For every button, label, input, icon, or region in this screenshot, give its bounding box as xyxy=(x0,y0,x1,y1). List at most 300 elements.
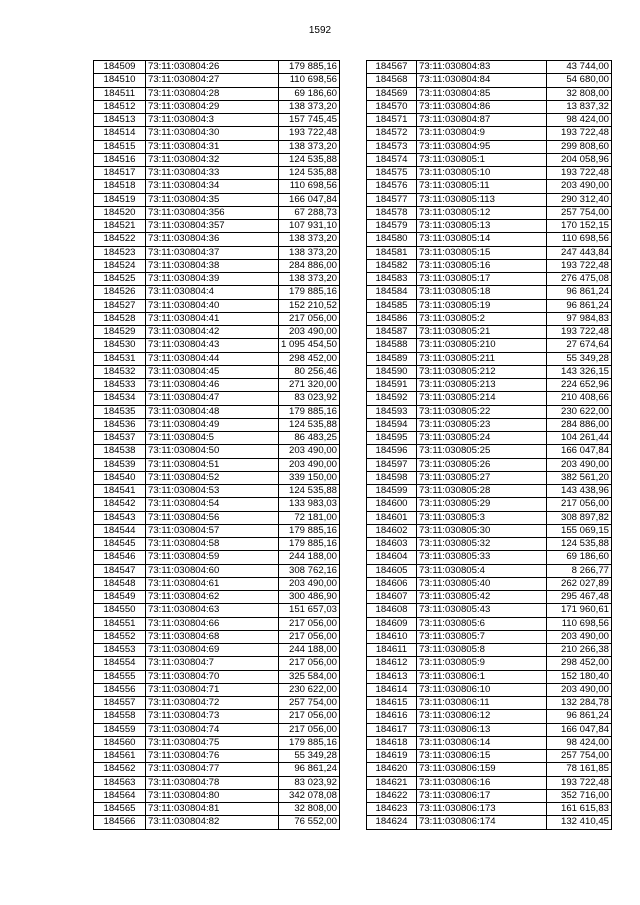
table-row xyxy=(367,352,612,365)
amount: 179 885,16 xyxy=(279,61,340,74)
amount: 193 722,48 xyxy=(279,127,340,140)
table-row xyxy=(94,670,340,683)
table-row xyxy=(94,339,340,352)
cadastral-number: 73:11:030804:42 xyxy=(146,326,279,339)
cadastral-number: 73:11:030804:49 xyxy=(146,418,279,431)
amount: 203 490,00 xyxy=(547,180,612,193)
cadastral-number: 73:11:030805:212 xyxy=(417,365,547,378)
row-number: 184597 xyxy=(367,458,417,471)
row-number: 184529 xyxy=(94,326,146,339)
amount: 157 745,45 xyxy=(279,114,340,127)
table-row xyxy=(367,617,612,630)
row-number: 184531 xyxy=(94,352,146,365)
table-row xyxy=(94,789,340,802)
cadastral-number: 73:11:030805:22 xyxy=(417,405,547,418)
row-number: 184535 xyxy=(94,405,146,418)
row-number: 184533 xyxy=(94,379,146,392)
cadastral-number: 73:11:030805:15 xyxy=(417,246,547,259)
amount: 83 023,92 xyxy=(279,776,340,789)
cadastral-number: 73:11:030804:3 xyxy=(146,114,279,127)
cadastral-number: 73:11:030804:45 xyxy=(146,365,279,378)
table-left xyxy=(93,60,340,830)
cadastral-number: 73:11:030805:23 xyxy=(417,418,547,431)
row-number: 184611 xyxy=(367,644,417,657)
table-row xyxy=(94,630,340,643)
row-number: 184524 xyxy=(94,259,146,272)
cadastral-number: 73:11:030805:1 xyxy=(417,153,547,166)
table-row xyxy=(367,750,612,763)
cadastral-number: 73:11:030805:21 xyxy=(417,326,547,339)
row-number: 184540 xyxy=(94,471,146,484)
table-row xyxy=(367,485,612,498)
row-number: 184556 xyxy=(94,683,146,696)
amount: 193 722,48 xyxy=(547,326,612,339)
cadastral-number: 73:11:030804:32 xyxy=(146,153,279,166)
cadastral-number: 73:11:030804:357 xyxy=(146,220,279,233)
table-row xyxy=(94,697,340,710)
cadastral-number: 73:11:030805:33 xyxy=(417,551,547,564)
amount: 138 373,20 xyxy=(279,233,340,246)
row-number: 184553 xyxy=(94,644,146,657)
row-number: 184555 xyxy=(94,670,146,683)
amount: 86 483,25 xyxy=(279,432,340,445)
table-row xyxy=(367,326,612,339)
cadastral-number: 73:11:030805:19 xyxy=(417,299,547,312)
cadastral-number: 73:11:030804:95 xyxy=(417,140,547,153)
amount: 96 861,24 xyxy=(547,286,612,299)
cadastral-number: 73:11:030804:37 xyxy=(146,246,279,259)
row-number: 184523 xyxy=(94,246,146,259)
cadastral-number: 73:11:030806:159 xyxy=(417,763,547,776)
row-number: 184589 xyxy=(367,352,417,365)
cadastral-number: 73:11:030804:51 xyxy=(146,458,279,471)
cadastral-number: 73:11:030804:71 xyxy=(146,683,279,696)
table-row xyxy=(94,74,340,87)
row-number: 184547 xyxy=(94,564,146,577)
table-row xyxy=(367,683,612,696)
row-number: 184588 xyxy=(367,339,417,352)
table-row xyxy=(94,127,340,140)
table-row xyxy=(94,61,340,74)
cadastral-number: 73:11:030804:35 xyxy=(146,193,279,206)
row-number: 184525 xyxy=(94,273,146,286)
table-row xyxy=(94,604,340,617)
amount: 203 490,00 xyxy=(279,577,340,590)
cadastral-number: 73:11:030805:40 xyxy=(417,577,547,590)
amount: 325 584,00 xyxy=(279,670,340,683)
row-number: 184552 xyxy=(94,630,146,643)
row-number: 184513 xyxy=(94,114,146,127)
table-row xyxy=(94,392,340,405)
amount: 143 438,96 xyxy=(547,485,612,498)
table-row xyxy=(367,458,612,471)
amount: 193 722,48 xyxy=(547,259,612,272)
amount: 339 150,00 xyxy=(279,471,340,484)
table-row xyxy=(94,299,340,312)
cadastral-number: 73:11:030805:2 xyxy=(417,312,547,325)
table-row xyxy=(94,286,340,299)
amount: 203 490,00 xyxy=(279,326,340,339)
row-number: 184549 xyxy=(94,591,146,604)
amount: 69 186,60 xyxy=(279,87,340,100)
row-number: 184543 xyxy=(94,511,146,524)
row-number: 184586 xyxy=(367,312,417,325)
amount: 110 698,56 xyxy=(547,617,612,630)
cadastral-number: 73:11:030805:28 xyxy=(417,485,547,498)
amount: 244 188,00 xyxy=(279,551,340,564)
amount: 67 288,73 xyxy=(279,206,340,219)
table-row xyxy=(94,564,340,577)
table-row xyxy=(94,246,340,259)
amount: 179 885,16 xyxy=(279,736,340,749)
table-row xyxy=(367,259,612,272)
row-number: 184570 xyxy=(367,100,417,113)
amount: 97 984,83 xyxy=(547,312,612,325)
cadastral-number: 73:11:030806:14 xyxy=(417,736,547,749)
amount: 257 754,00 xyxy=(547,206,612,219)
amount: 107 931,10 xyxy=(279,220,340,233)
cadastral-number: 73:11:030804:82 xyxy=(146,816,279,829)
table-row xyxy=(367,551,612,564)
amount: 295 467,48 xyxy=(547,591,612,604)
row-number: 184541 xyxy=(94,485,146,498)
table-row xyxy=(94,167,340,180)
amount: 69 186,60 xyxy=(547,551,612,564)
table-row xyxy=(367,392,612,405)
row-number: 184548 xyxy=(94,577,146,590)
table-row xyxy=(367,630,612,643)
row-number: 184514 xyxy=(94,127,146,140)
amount: 308 762,16 xyxy=(279,564,340,577)
amount: 27 674,64 xyxy=(547,339,612,352)
amount: 133 983,03 xyxy=(279,498,340,511)
table-row xyxy=(94,524,340,537)
table-row xyxy=(94,763,340,776)
cadastral-number: 73:11:030804:47 xyxy=(146,392,279,405)
table-row xyxy=(367,763,612,776)
row-number: 184574 xyxy=(367,153,417,166)
cadastral-number: 73:11:030804:40 xyxy=(146,299,279,312)
table-row xyxy=(94,577,340,590)
amount: 247 443,84 xyxy=(547,246,612,259)
row-number: 184516 xyxy=(94,153,146,166)
amount: 193 722,48 xyxy=(547,167,612,180)
table-row xyxy=(367,339,612,352)
amount: 352 716,00 xyxy=(547,789,612,802)
amount: 308 897,82 xyxy=(547,511,612,524)
table-row xyxy=(367,511,612,524)
amount: 276 475,08 xyxy=(547,273,612,286)
amount: 55 349,28 xyxy=(547,352,612,365)
cadastral-number: 73:11:030805:8 xyxy=(417,644,547,657)
cadastral-number: 73:11:030804:57 xyxy=(146,524,279,537)
cadastral-number: 73:11:030804:76 xyxy=(146,750,279,763)
row-number: 184510 xyxy=(94,74,146,87)
table-row xyxy=(367,577,612,590)
cadastral-number: 73:11:030805:25 xyxy=(417,445,547,458)
table-row xyxy=(94,365,340,378)
row-number: 184517 xyxy=(94,167,146,180)
table-row xyxy=(94,511,340,524)
table-row xyxy=(94,657,340,670)
row-number: 184615 xyxy=(367,697,417,710)
table-row xyxy=(367,591,612,604)
row-number: 184569 xyxy=(367,87,417,100)
amount: 217 056,00 xyxy=(279,723,340,736)
row-number: 184557 xyxy=(94,697,146,710)
row-number: 184522 xyxy=(94,233,146,246)
row-number: 184600 xyxy=(367,498,417,511)
row-number: 184572 xyxy=(367,127,417,140)
cadastral-number: 73:11:030804:50 xyxy=(146,445,279,458)
table-row xyxy=(367,365,612,378)
row-number: 184551 xyxy=(94,617,146,630)
cadastral-number: 73:11:030806:13 xyxy=(417,723,547,736)
amount: 1 095 454,50 xyxy=(279,339,340,352)
amount: 298 452,00 xyxy=(547,657,612,670)
cadastral-number: 73:11:030804:41 xyxy=(146,312,279,325)
row-number: 184613 xyxy=(367,670,417,683)
row-number: 184567 xyxy=(367,61,417,74)
table-row xyxy=(94,432,340,445)
cadastral-number: 73:11:030805:27 xyxy=(417,471,547,484)
amount: 96 861,24 xyxy=(279,763,340,776)
table-row xyxy=(367,299,612,312)
amount: 104 261,44 xyxy=(547,432,612,445)
table-row xyxy=(367,246,612,259)
cadastral-number: 73:11:030805:24 xyxy=(417,432,547,445)
cadastral-number: 73:11:030806:10 xyxy=(417,683,547,696)
cadastral-number: 73:11:030804:87 xyxy=(417,114,547,127)
row-number: 184568 xyxy=(367,74,417,87)
amount: 262 027,89 xyxy=(547,577,612,590)
amount: 161 615,83 xyxy=(547,803,612,816)
row-number: 184578 xyxy=(367,206,417,219)
row-number: 184544 xyxy=(94,524,146,537)
cadastral-number: 73:11:030804:80 xyxy=(146,789,279,802)
table-row xyxy=(367,670,612,683)
table-row xyxy=(94,498,340,511)
table-row xyxy=(94,140,340,153)
cadastral-number: 73:11:030804:86 xyxy=(417,100,547,113)
cadastral-number: 73:11:030805:17 xyxy=(417,273,547,286)
row-number: 184590 xyxy=(367,365,417,378)
row-number: 184616 xyxy=(367,710,417,723)
cadastral-number: 73:11:030804:31 xyxy=(146,140,279,153)
amount: 284 886,00 xyxy=(279,259,340,272)
cadastral-number: 73:11:030805:210 xyxy=(417,339,547,352)
amount: 110 698,56 xyxy=(279,180,340,193)
row-number: 184619 xyxy=(367,750,417,763)
row-number: 184605 xyxy=(367,564,417,577)
row-number: 184593 xyxy=(367,405,417,418)
cadastral-number: 73:11:030804:48 xyxy=(146,405,279,418)
amount: 124 535,88 xyxy=(279,167,340,180)
table-row xyxy=(94,180,340,193)
amount: 179 885,16 xyxy=(279,524,340,537)
cadastral-number: 73:11:030804:30 xyxy=(146,127,279,140)
row-number: 184585 xyxy=(367,299,417,312)
table-row xyxy=(367,723,612,736)
table-row xyxy=(367,193,612,206)
cadastral-number: 73:11:030805:113 xyxy=(417,193,547,206)
row-number: 184519 xyxy=(94,193,146,206)
table-row xyxy=(367,445,612,458)
row-number: 184604 xyxy=(367,551,417,564)
cadastral-number: 73:11:030804:9 xyxy=(417,127,547,140)
amount: 299 808,60 xyxy=(547,140,612,153)
row-number: 184621 xyxy=(367,776,417,789)
amount: 155 069,15 xyxy=(547,524,612,537)
amount: 152 180,40 xyxy=(547,670,612,683)
row-number: 184528 xyxy=(94,312,146,325)
table-row xyxy=(94,114,340,127)
table-row xyxy=(367,153,612,166)
cadastral-number: 73:11:030804:26 xyxy=(146,61,279,74)
amount: 203 490,00 xyxy=(547,630,612,643)
table-row xyxy=(94,683,340,696)
table-row xyxy=(367,604,612,617)
table-row xyxy=(367,167,612,180)
row-number: 184606 xyxy=(367,577,417,590)
row-number: 184545 xyxy=(94,538,146,551)
cadastral-number: 73:11:030805:11 xyxy=(417,180,547,193)
row-number: 184542 xyxy=(94,498,146,511)
row-number: 184609 xyxy=(367,617,417,630)
table-row xyxy=(94,485,340,498)
amount: 166 047,84 xyxy=(279,193,340,206)
row-number: 184596 xyxy=(367,445,417,458)
amount: 217 056,00 xyxy=(279,710,340,723)
row-number: 184576 xyxy=(367,180,417,193)
amount: 80 256,46 xyxy=(279,365,340,378)
table-row xyxy=(367,100,612,113)
cadastral-number: 73:11:030804:84 xyxy=(417,74,547,87)
row-number: 184518 xyxy=(94,180,146,193)
amount: 217 056,00 xyxy=(279,630,340,643)
table-row xyxy=(367,114,612,127)
row-number: 184561 xyxy=(94,750,146,763)
row-number: 184550 xyxy=(94,604,146,617)
amount: 166 047,84 xyxy=(547,445,612,458)
amount: 203 490,00 xyxy=(279,445,340,458)
amount: 124 535,88 xyxy=(547,538,612,551)
table-row xyxy=(94,312,340,325)
cadastral-number: 73:11:030804:62 xyxy=(146,591,279,604)
table-row xyxy=(367,432,612,445)
table-row xyxy=(367,697,612,710)
amount: 110 698,56 xyxy=(547,233,612,246)
cadastral-number: 73:11:030804:33 xyxy=(146,167,279,180)
cadastral-number: 73:11:030805:3 xyxy=(417,511,547,524)
cadastral-number: 73:11:030805:4 xyxy=(417,564,547,577)
row-number: 184573 xyxy=(367,140,417,153)
row-number: 184581 xyxy=(367,246,417,259)
row-number: 184601 xyxy=(367,511,417,524)
cadastral-number: 73:11:030804:73 xyxy=(146,710,279,723)
amount: 170 152,15 xyxy=(547,220,612,233)
cadastral-number: 73:11:030804:85 xyxy=(417,87,547,100)
row-number: 184554 xyxy=(94,657,146,670)
table-row xyxy=(367,273,612,286)
row-number: 184594 xyxy=(367,418,417,431)
table-row xyxy=(367,233,612,246)
table-row xyxy=(367,498,612,511)
amount: 179 885,16 xyxy=(279,286,340,299)
table-row xyxy=(94,379,340,392)
cadastral-number: 73:11:030804:59 xyxy=(146,551,279,564)
table-row xyxy=(94,803,340,816)
row-number: 184532 xyxy=(94,365,146,378)
row-number: 184564 xyxy=(94,789,146,802)
cadastral-number: 73:11:030806:11 xyxy=(417,697,547,710)
amount: 193 722,48 xyxy=(547,776,612,789)
cadastral-number: 73:11:030805:42 xyxy=(417,591,547,604)
table-row xyxy=(367,710,612,723)
table-row xyxy=(367,312,612,325)
cadastral-number: 73:11:030804:78 xyxy=(146,776,279,789)
table-row xyxy=(94,617,340,630)
table-row xyxy=(367,220,612,233)
amount: 138 373,20 xyxy=(279,246,340,259)
cadastral-number: 73:11:030804:54 xyxy=(146,498,279,511)
table-row xyxy=(94,458,340,471)
amount: 230 622,00 xyxy=(547,405,612,418)
table-row xyxy=(367,379,612,392)
cadastral-number: 73:11:030805:29 xyxy=(417,498,547,511)
table-row xyxy=(367,405,612,418)
cadastral-number: 73:11:030804:34 xyxy=(146,180,279,193)
table-row xyxy=(367,127,612,140)
table-row xyxy=(367,657,612,670)
amount: 132 284,78 xyxy=(547,697,612,710)
table-row xyxy=(367,816,612,829)
amount: 257 754,00 xyxy=(279,697,340,710)
cadastral-number: 73:11:030804:69 xyxy=(146,644,279,657)
cadastral-number: 73:11:030804:74 xyxy=(146,723,279,736)
table-row xyxy=(367,538,612,551)
row-number: 184509 xyxy=(94,61,146,74)
cadastral-number: 73:11:030806:1 xyxy=(417,670,547,683)
table-row xyxy=(94,750,340,763)
amount: 8 266,77 xyxy=(547,564,612,577)
cadastral-number: 73:11:030805:14 xyxy=(417,233,547,246)
cadastral-number: 73:11:030804:72 xyxy=(146,697,279,710)
amount: 284 886,00 xyxy=(547,418,612,431)
amount: 138 373,20 xyxy=(279,140,340,153)
table-row xyxy=(94,816,340,829)
table-row xyxy=(94,220,340,233)
cadastral-number: 73:11:030806:17 xyxy=(417,789,547,802)
cadastral-number: 73:11:030804:5 xyxy=(146,432,279,445)
amount: 217 056,00 xyxy=(279,312,340,325)
cadastral-number: 73:11:030805:7 xyxy=(417,630,547,643)
table-row xyxy=(94,776,340,789)
cadastral-number: 73:11:030804:39 xyxy=(146,273,279,286)
amount: 230 622,00 xyxy=(279,683,340,696)
row-number: 184607 xyxy=(367,591,417,604)
amount: 217 056,00 xyxy=(547,498,612,511)
cadastral-number: 73:11:030804:7 xyxy=(146,657,279,670)
cadastral-number: 73:11:030805:26 xyxy=(417,458,547,471)
amount: 13 837,32 xyxy=(547,100,612,113)
amount: 83 023,92 xyxy=(279,392,340,405)
amount: 210 408,66 xyxy=(547,392,612,405)
row-number: 184538 xyxy=(94,445,146,458)
cadastral-number: 73:11:030804:53 xyxy=(146,485,279,498)
amount: 382 561,20 xyxy=(547,471,612,484)
amount: 98 424,00 xyxy=(547,736,612,749)
